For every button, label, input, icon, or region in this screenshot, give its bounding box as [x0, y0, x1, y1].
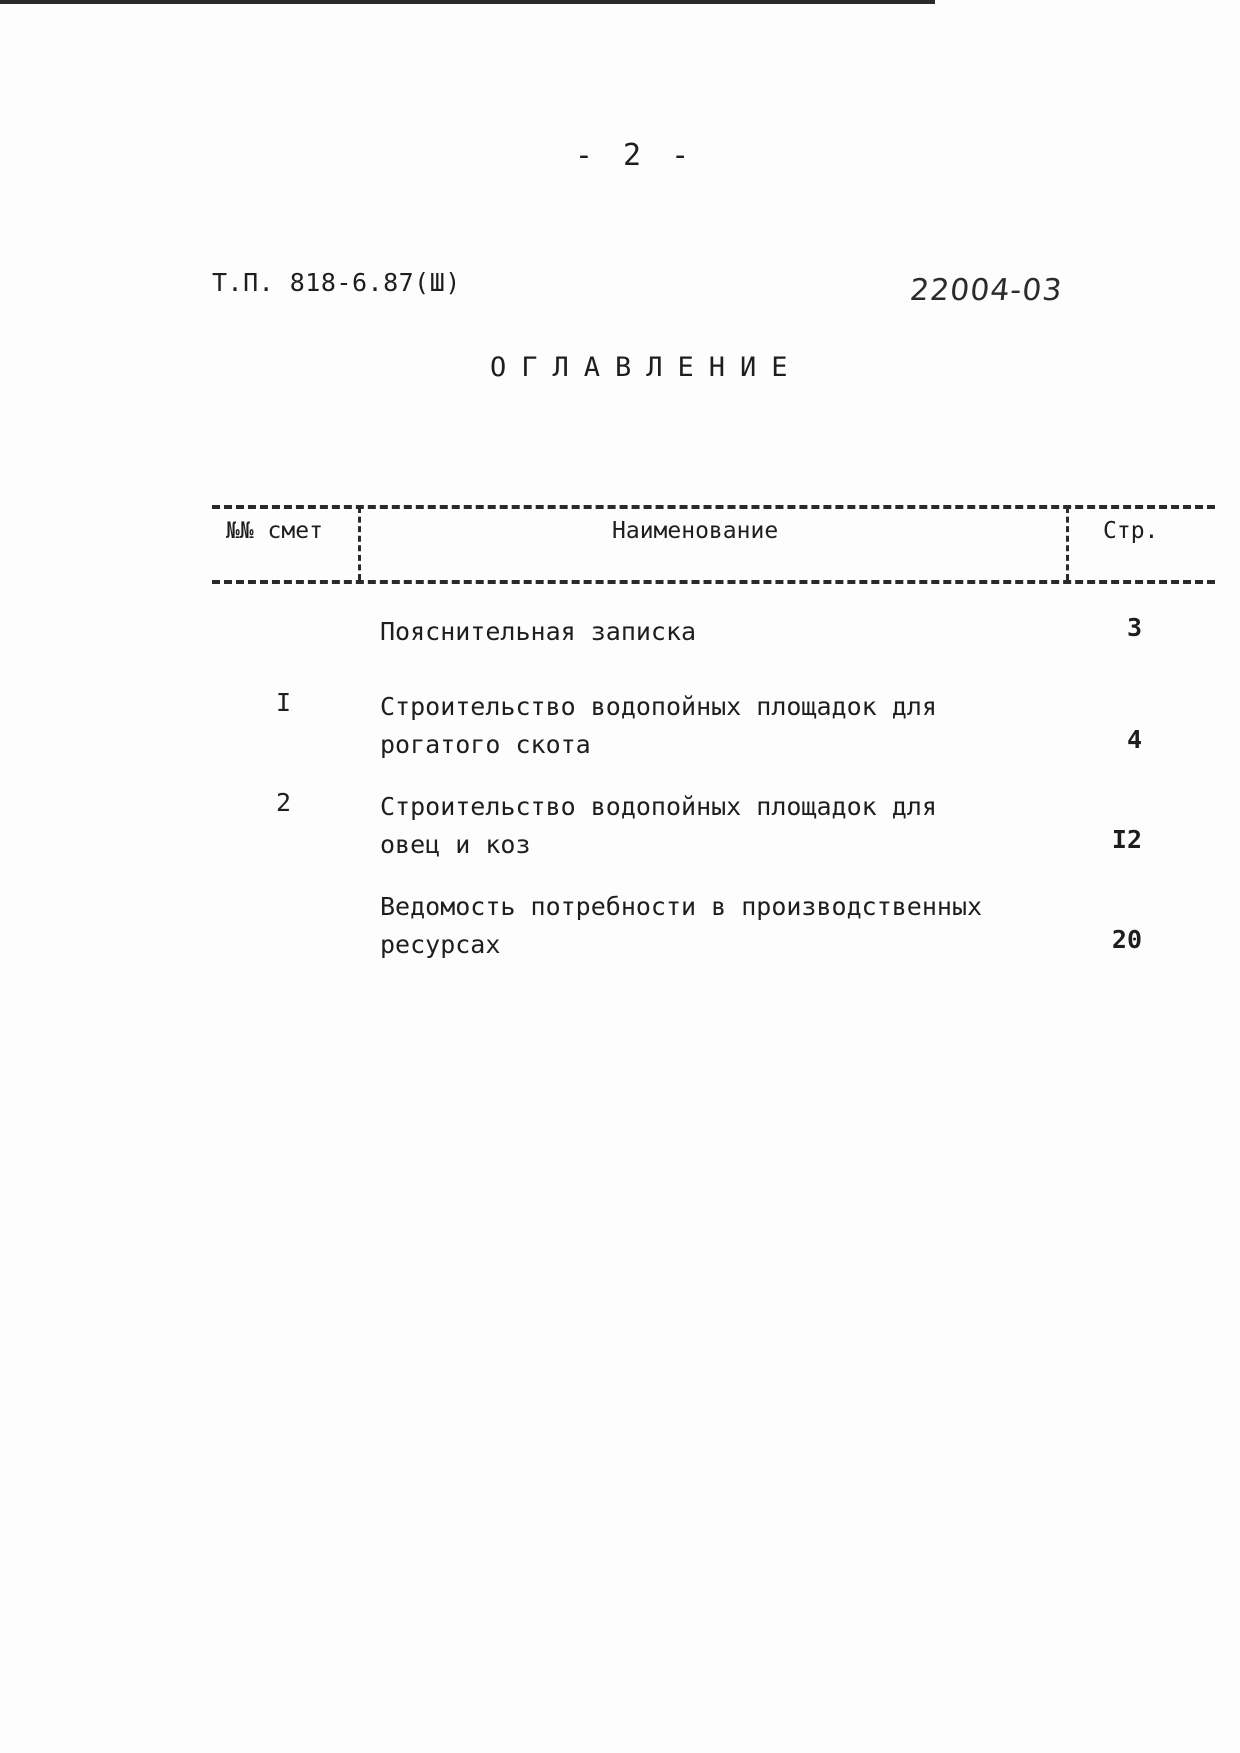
row-page: I2 [1111, 825, 1142, 854]
table-header-bottom-rule [212, 580, 1215, 584]
row-number: I [276, 688, 292, 717]
row-name-line: Пояснительная записка [380, 617, 697, 646]
handwritten-inventory-number: 22004-03 [908, 273, 1065, 308]
row-name-line: овец и коз [380, 830, 531, 859]
row-page: 3 [1126, 613, 1142, 642]
table-header-top-rule [212, 505, 1215, 509]
row-page: 4 [1126, 725, 1142, 754]
row-name-line: Ведомость потребности в производственных [380, 892, 983, 921]
row-name-line: рогатого скота [380, 730, 591, 759]
row-name-line: ресурсах [380, 930, 501, 959]
column-header-name: Наименование [612, 518, 779, 544]
column-divider [1066, 507, 1069, 580]
row-name-line: Строительство водопойных площадок для [380, 792, 937, 821]
document-code: Т.П. 818-6.87(Ш) [212, 268, 461, 297]
page-title: ОГЛАВЛЕНИЕ [490, 352, 803, 383]
row-name-line: Строительство водопойных площадок для [380, 692, 937, 721]
page-number: - 2 - [574, 138, 696, 173]
column-header-page: Стр. [1103, 518, 1159, 544]
row-number: 2 [276, 788, 292, 817]
top-edge-rule [0, 0, 935, 4]
column-header-number: №№ смет [226, 518, 323, 544]
row-page: 20 [1111, 925, 1142, 954]
column-divider [358, 507, 361, 580]
